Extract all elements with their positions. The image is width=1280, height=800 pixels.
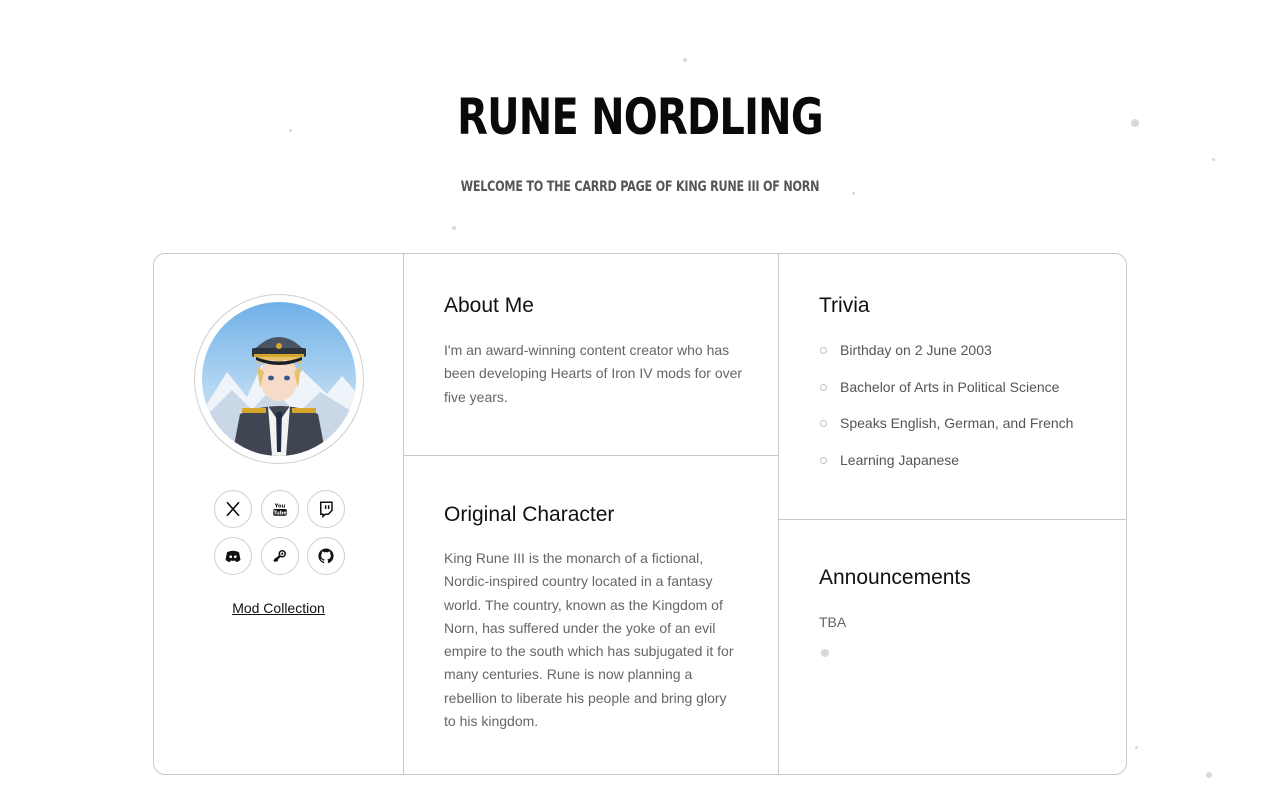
trivia-item-text: Bachelor of Arts in Political Science (840, 378, 1060, 395)
original-character-text: King Rune III is the monarch of a fictional, Nordic-inspired country located in a fantasy world. The country, known as the Kingdom of Norn, has suffered under the yoke of an evil empire to the south which has subjugated it for many centuries. Rune is now planning a rebellion to liberate his people and bring glory to his kingdom. (444, 550, 734, 730)
bullet-icon (820, 420, 827, 427)
profile-card (153, 253, 1127, 775)
decorative-dot (1206, 772, 1212, 778)
about-text: I'm an award-winning content creator who has been developing Hearts of Iron IV mods for over five years. (444, 342, 743, 405)
about-title: About Me (444, 294, 534, 317)
decorative-dot (1135, 746, 1138, 749)
svg-text:Tube: Tube (273, 510, 287, 517)
svg-text:You: You (274, 503, 286, 510)
avatar-frame (194, 294, 364, 464)
section-divider (779, 519, 1126, 520)
steam-link[interactable] (261, 537, 299, 575)
info-column (779, 254, 1126, 774)
x-icon (224, 500, 242, 518)
mod-collection-link[interactable]: Mod Collection (232, 600, 325, 616)
github-link[interactable] (307, 537, 345, 575)
youtube-link[interactable] (261, 490, 299, 528)
list-item (819, 375, 1073, 412)
trivia-item-text: Speaks English, German, and French (840, 415, 1074, 432)
profile-column (154, 254, 404, 774)
decorative-dot (452, 226, 456, 230)
steam-icon (271, 547, 289, 565)
page-subtitle: WELCOME TO THE CARRD PAGE OF KING RUNE III OF NORN (460, 179, 820, 195)
section-divider (404, 455, 778, 456)
discord-link[interactable] (214, 537, 252, 575)
decorative-dot (821, 649, 829, 657)
announcements-text: TBA (819, 614, 847, 630)
avatar (202, 302, 356, 456)
discord-icon (224, 547, 242, 565)
github-icon (317, 547, 335, 565)
bullet-icon (820, 457, 827, 464)
list-item (819, 411, 1073, 448)
youtube-icon (271, 500, 289, 518)
twitch-link[interactable] (307, 490, 345, 528)
x-link[interactable] (214, 490, 252, 528)
list-item (819, 338, 1073, 375)
bio-column (404, 254, 779, 774)
decorative-dot (1212, 158, 1215, 161)
twitch-icon (317, 500, 335, 518)
trivia-item-text: Birthday on 2 June 2003 (840, 342, 992, 358)
original-character-title: Original Character (444, 503, 615, 526)
trivia-list (819, 338, 1073, 485)
trivia-item-text: Learning Japanese (840, 452, 960, 469)
bullet-icon (820, 347, 827, 354)
list-item (819, 448, 1073, 485)
decorative-dot (683, 58, 687, 62)
announcements-title: Announcements (819, 566, 971, 589)
page-title: RUNE NORDLING (457, 88, 823, 146)
trivia-title: Trivia (819, 294, 870, 317)
bullet-icon (820, 384, 827, 391)
